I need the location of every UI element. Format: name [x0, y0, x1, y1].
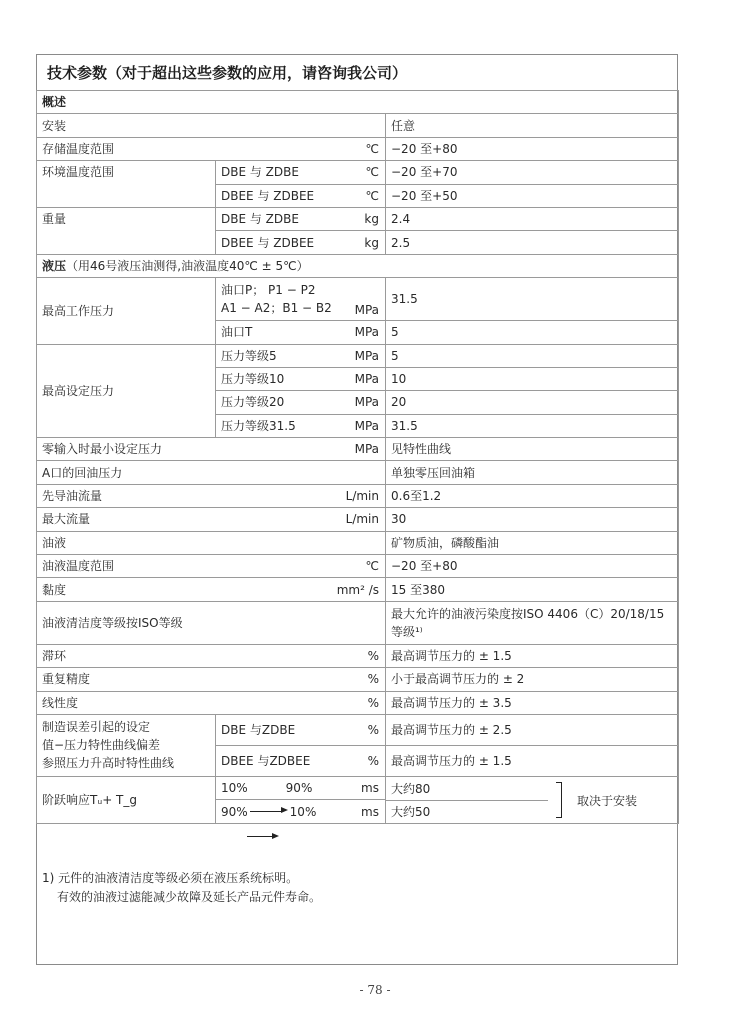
- table-row: [37, 578, 679, 601]
- row-label-line: 值−压力特性曲线偏差: [42, 738, 161, 753]
- row-unit: kg: [321, 207, 386, 230]
- row-value: [386, 601, 679, 644]
- row-unit: MPa: [321, 391, 386, 414]
- step-from: 10%: [221, 781, 248, 796]
- table-row: [37, 776, 679, 799]
- row-label: 滞环: [37, 644, 321, 667]
- section-general: 概述: [37, 91, 679, 114]
- table-row: [37, 461, 679, 484]
- row-label: 重量: [37, 207, 216, 254]
- row-value: 最高调节压力的 ± 1.5: [386, 644, 679, 667]
- page-number: - 78 -: [359, 983, 391, 997]
- table-row: [37, 601, 679, 644]
- row-unit: MPa: [321, 367, 386, 390]
- table-row: [37, 278, 679, 321]
- row-value: 31.5: [386, 278, 679, 321]
- row-unit: %: [321, 668, 386, 691]
- table-row: [37, 644, 679, 667]
- row-sub: DBEE 与 ZDBEE: [216, 184, 321, 207]
- row-unit: L/min: [321, 484, 386, 507]
- row-value: 矿物质油，磷酸酯油: [386, 531, 679, 554]
- table-row: [37, 91, 679, 114]
- row-label: 线性度: [37, 691, 321, 714]
- row-sub: 压力等级5: [216, 344, 321, 367]
- row-unit: MPa: [321, 344, 386, 367]
- table-row: [37, 484, 679, 507]
- row-sub-line: 油口P； P1 − P2: [221, 283, 316, 298]
- row-value: 10: [386, 367, 679, 390]
- row-value: 最高调节压力的 ± 3.5: [386, 691, 679, 714]
- step-divider: [386, 800, 548, 801]
- row-sub: [216, 800, 321, 823]
- row-unit: ms: [321, 776, 386, 799]
- row-unit: kg: [321, 231, 386, 254]
- row-value: 5: [386, 344, 679, 367]
- section-hydraulic: [37, 254, 679, 277]
- step-value-cell: [386, 776, 679, 823]
- row-value: 最高调节压力的 ± 2.5: [386, 714, 679, 745]
- row-value: 20: [386, 391, 679, 414]
- row-value: 见特性曲线: [386, 438, 679, 461]
- row-value: 15 至380: [386, 578, 679, 601]
- row-sub-line: A1 − A2；B1 − B2: [221, 301, 332, 316]
- row-sub: 压力等级31.5: [216, 414, 321, 437]
- row-unit: MPa: [321, 414, 386, 437]
- row-unit: ℃: [321, 184, 386, 207]
- row-label: 最高工作压力: [37, 278, 216, 344]
- row-label: 零输入时最小设定压力: [37, 438, 321, 461]
- row-value: 2.5: [386, 231, 679, 254]
- row-label-line: 制造误差引起的设定: [42, 720, 151, 735]
- row-value: 30: [386, 508, 679, 531]
- table-row: [37, 207, 679, 230]
- row-sub: 压力等级10: [216, 367, 321, 390]
- table-row: [37, 254, 679, 277]
- row-label: 油液清洁度等级按ISO等级: [37, 601, 386, 644]
- row-value: 0.6至1.2: [386, 484, 679, 507]
- row-unit: ℃: [321, 137, 386, 160]
- row-value: 任意: [386, 114, 679, 137]
- row-value-line: 最大允许的油液污染度按ISO 4406（C）20/18/15: [391, 606, 665, 621]
- row-sub: [216, 278, 332, 321]
- row-unit: MPa: [321, 438, 386, 461]
- row-value: −20 至+70: [386, 161, 679, 184]
- row-label: 环境温度范围: [37, 161, 216, 208]
- row-unit: MPa: [321, 321, 386, 344]
- row-sub: [216, 776, 321, 799]
- brace-bracket: [556, 782, 562, 818]
- table-row: [37, 438, 679, 461]
- table-row: [37, 668, 679, 691]
- table-row: [37, 714, 679, 745]
- row-value: 小于最高调节压力的 ± 2: [386, 668, 679, 691]
- page-title: 技术参数（对于超出这些参数的应用，请咨询我公司）: [47, 64, 408, 82]
- table-row: [37, 691, 679, 714]
- step-from: 90%: [221, 804, 248, 819]
- table-row: [37, 344, 679, 367]
- row-sub: 压力等级20: [216, 391, 321, 414]
- table-row: [37, 531, 679, 554]
- footnote-line: 1) 元件的油液清洁度等级必须在液压系统标明。: [42, 871, 299, 885]
- row-value: −20 至+50: [386, 184, 679, 207]
- row-unit: ms: [321, 800, 386, 823]
- row-sub: DBEE 与ZDBEE: [216, 745, 321, 776]
- row-value: 单独零压回油箱: [386, 461, 679, 484]
- table-row: [37, 114, 679, 137]
- section-hydraulic-title: 液压: [42, 258, 67, 273]
- row-value: 大约80: [391, 781, 431, 796]
- row-unit: %: [321, 745, 386, 776]
- row-label: 阶跃响应Tᵤ+ T_g: [37, 776, 216, 823]
- step-note: 取决于安装: [577, 793, 638, 808]
- row-unit: ℃: [321, 555, 386, 578]
- row-value: 5: [386, 321, 679, 344]
- row-unit: ℃: [321, 161, 386, 184]
- row-value: 2.4: [386, 207, 679, 230]
- row-unit: L/min: [321, 508, 386, 531]
- footnote-line: 有效的油液过滤能减少故障及延长产品元件寿命。: [57, 890, 322, 904]
- row-label: 存储温度范围: [37, 137, 321, 160]
- row-sub: DBE 与ZDBE: [216, 714, 321, 745]
- row-unit: MPa: [321, 278, 386, 321]
- row-sub: DBE 与 ZDBE: [216, 207, 321, 230]
- row-value: −20 至+80: [386, 555, 679, 578]
- footnote: [42, 869, 321, 907]
- row-label: A口的回油压力: [37, 461, 386, 484]
- row-value: 31.5: [386, 414, 679, 437]
- row-label: 油液: [37, 531, 386, 554]
- table-row: [37, 137, 679, 160]
- row-sub: 油口T: [216, 321, 321, 344]
- row-label: 最大流量: [37, 508, 321, 531]
- step-to: 90%: [285, 781, 313, 796]
- row-unit: mm² /s: [321, 578, 386, 601]
- row-label-line: 参照压力升高时特性曲线: [42, 756, 175, 771]
- table-row: [37, 508, 679, 531]
- row-label: 先导油流量: [37, 484, 321, 507]
- row-label: 安装: [37, 114, 386, 137]
- row-value-line: 等级¹⁾: [391, 624, 423, 639]
- row-label: 重复精度: [37, 668, 321, 691]
- arrow-icon: [248, 806, 290, 816]
- row-value: 大约50: [391, 804, 431, 819]
- section-hydraulic-note: （用46号液压油测得,油液温度40℃ ± 5℃）: [66, 258, 309, 273]
- spec-table: [36, 90, 679, 824]
- step-values: [386, 778, 678, 822]
- row-label: 黏度: [37, 578, 321, 601]
- row-sub: DBE 与 ZDBE: [216, 161, 321, 184]
- row-value: −20 至+80: [386, 137, 679, 160]
- step-to: 10%: [289, 804, 317, 819]
- table-row: [37, 161, 679, 184]
- table-row: [37, 555, 679, 578]
- row-label: 最高设定压力: [37, 344, 216, 438]
- row-label: 油液温度范围: [37, 555, 321, 578]
- row-label: [37, 714, 216, 776]
- row-sub: DBEE 与 ZDBEE: [216, 231, 321, 254]
- row-value: 最高调节压力的 ± 1.5: [386, 745, 679, 776]
- row-unit: %: [321, 691, 386, 714]
- row-unit: %: [321, 714, 386, 745]
- row-unit: %: [321, 644, 386, 667]
